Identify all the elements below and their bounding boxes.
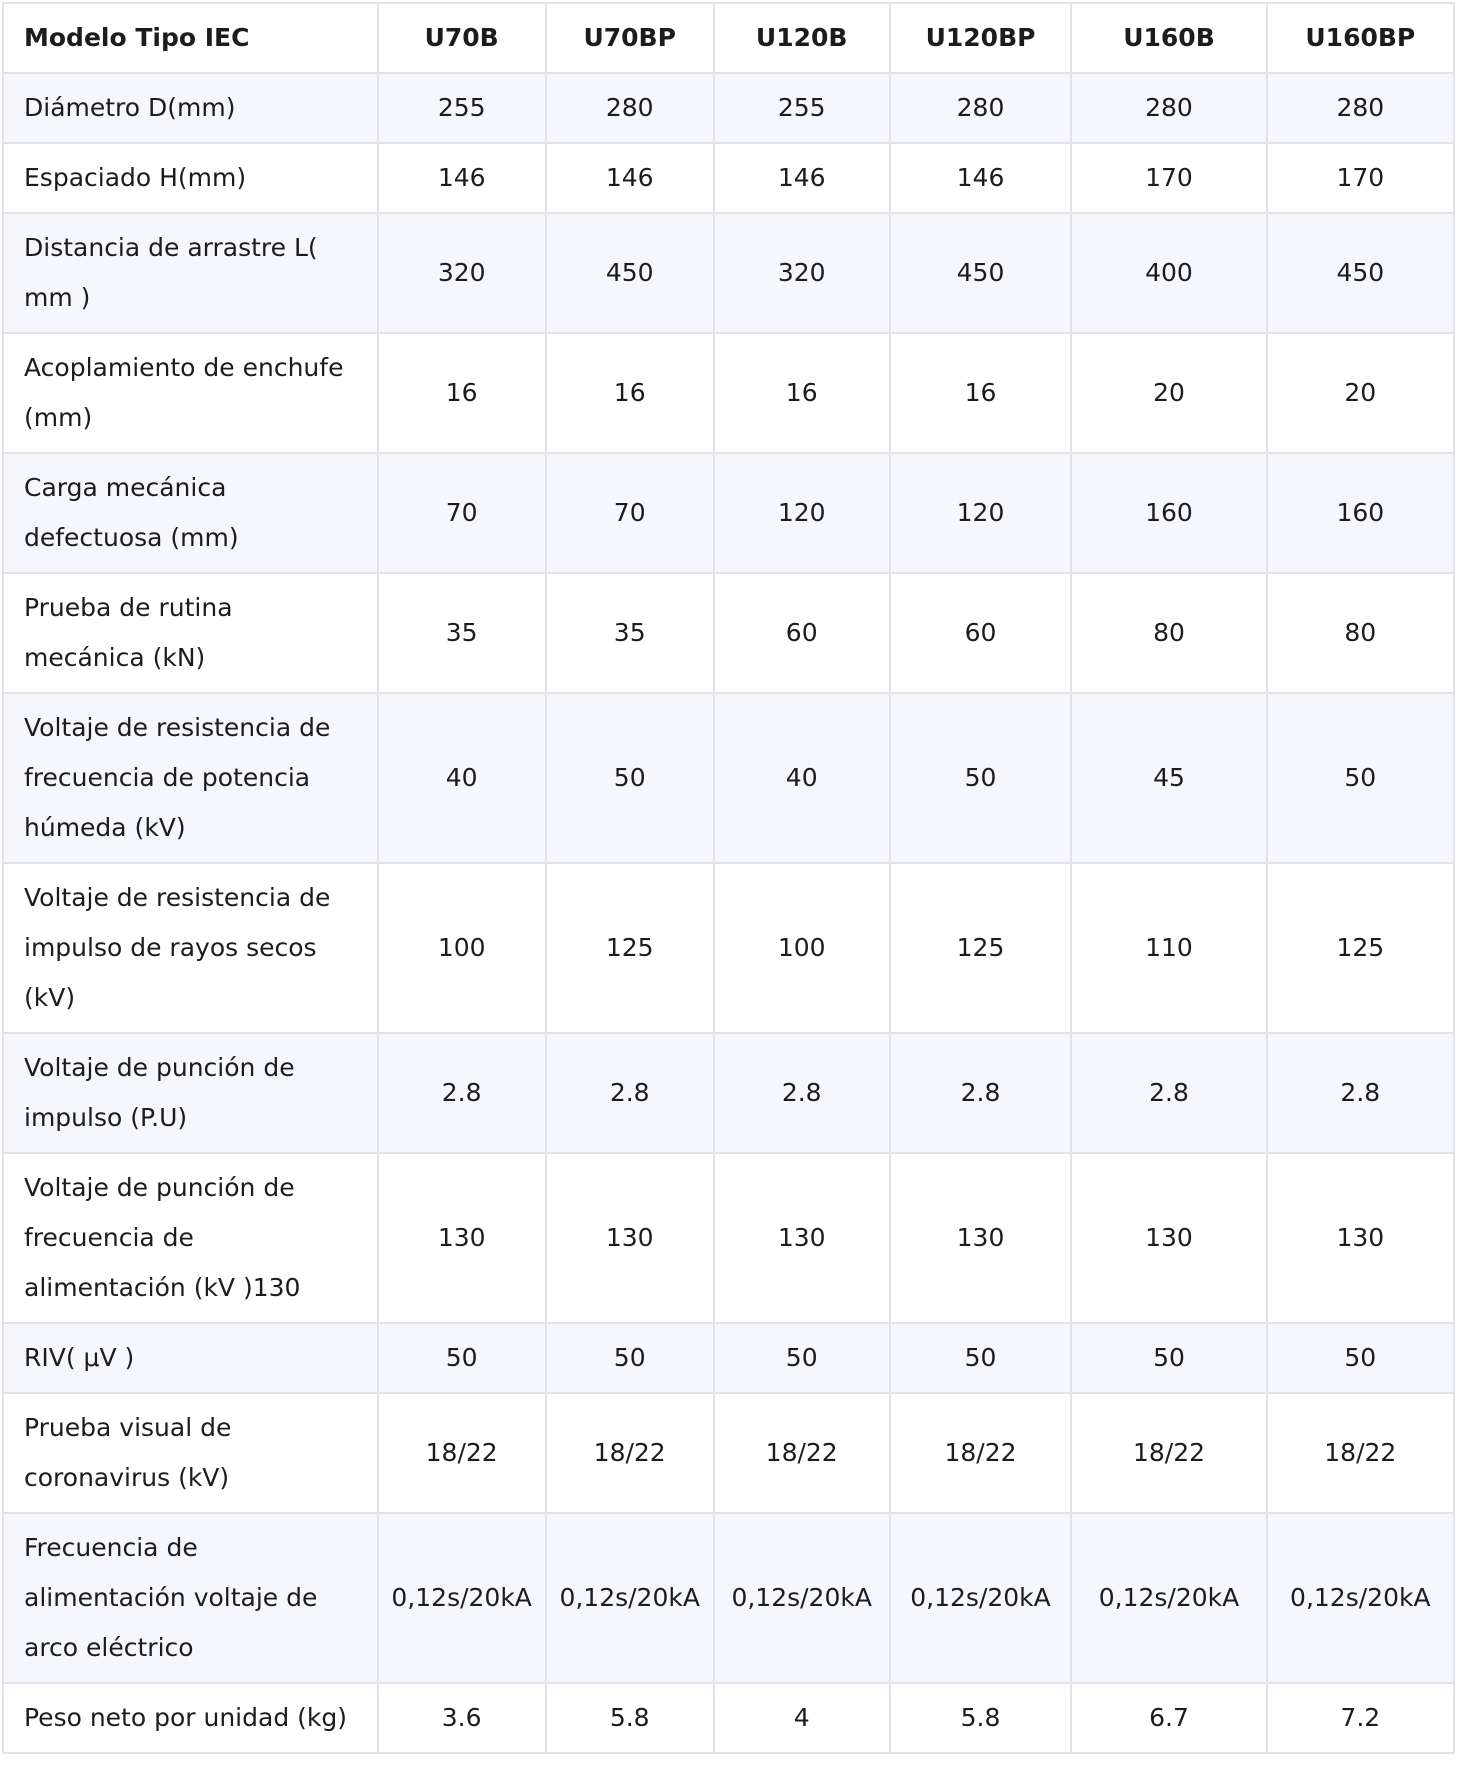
header-u160bp: U160BP (1267, 3, 1454, 73)
table-cell: 50 (714, 1323, 890, 1393)
row-label: Voltaje de resistencia de impulso de rayos secos (kV) (3, 863, 378, 1033)
row-label: Distancia de arrastre L( mm ) (3, 213, 378, 333)
table-cell: 400 (1071, 213, 1266, 333)
table-cell: 2.8 (378, 1033, 546, 1153)
header-u70bp: U70BP (546, 3, 714, 73)
table-row (3, 1323, 1454, 1393)
table-cell: 320 (714, 213, 890, 333)
table-cell: 50 (546, 693, 714, 863)
row-label: Prueba visual de coronavirus (kV) (3, 1393, 378, 1513)
header-u70b: U70B (378, 3, 546, 73)
table-cell: 3.6 (378, 1683, 546, 1753)
table-cell: 130 (714, 1153, 890, 1323)
table-cell: 18/22 (546, 1393, 714, 1513)
table-cell: 70 (378, 453, 546, 573)
row-label: Voltaje de punción de impulso (P.U) (3, 1033, 378, 1153)
row-label: Peso neto por unidad (kg) (3, 1683, 378, 1753)
table-cell: 146 (378, 143, 546, 213)
table-cell: 2.8 (1071, 1033, 1266, 1153)
table-row (3, 453, 1454, 573)
table-cell: 18/22 (890, 1393, 1072, 1513)
table-cell: 18/22 (378, 1393, 546, 1513)
table-cell: 0,12s/20kA (890, 1513, 1072, 1683)
table-cell: 255 (714, 73, 890, 143)
table-cell: 280 (1071, 73, 1266, 143)
table-row (3, 73, 1454, 143)
table-cell: 70 (546, 453, 714, 573)
table-cell: 170 (1267, 143, 1454, 213)
table-cell: 120 (890, 453, 1072, 573)
table-cell: 170 (1071, 143, 1266, 213)
table-cell: 130 (890, 1153, 1072, 1323)
table-cell: 130 (1071, 1153, 1266, 1323)
table-cell: 7.2 (1267, 1683, 1454, 1753)
table-cell: 45 (1071, 693, 1266, 863)
table-cell: 20 (1267, 333, 1454, 453)
header-model-type: Modelo Tipo IEC (3, 3, 378, 73)
table-cell: 50 (546, 1323, 714, 1393)
table-cell: 125 (546, 863, 714, 1033)
table-cell: 2.8 (1267, 1033, 1454, 1153)
table-cell: 450 (1267, 213, 1454, 333)
table-cell: 35 (546, 573, 714, 693)
table-cell: 35 (378, 573, 546, 693)
table-cell: 2.8 (546, 1033, 714, 1153)
table-cell: 100 (714, 863, 890, 1033)
table-cell: 146 (890, 143, 1072, 213)
table-cell: 130 (546, 1153, 714, 1323)
table-cell: 5.8 (890, 1683, 1072, 1753)
table-cell: 450 (546, 213, 714, 333)
table-cell: 125 (1267, 863, 1454, 1033)
table-cell: 6.7 (1071, 1683, 1266, 1753)
table-cell: 18/22 (1267, 1393, 1454, 1513)
table-row (3, 863, 1454, 1033)
table-cell: 16 (890, 333, 1072, 453)
row-label: Frecuencia de alimentación voltaje de arco eléctrico (3, 1513, 378, 1683)
table-row (3, 1683, 1454, 1753)
table-cell: 0,12s/20kA (714, 1513, 890, 1683)
header-u160b: U160B (1071, 3, 1266, 73)
table-cell: 50 (1071, 1323, 1266, 1393)
table-row (3, 143, 1454, 213)
table-cell: 146 (714, 143, 890, 213)
table-cell: 125 (890, 863, 1072, 1033)
table-cell: 18/22 (1071, 1393, 1266, 1513)
table-cell: 450 (890, 213, 1072, 333)
table-row (3, 1513, 1454, 1683)
table-row (3, 693, 1454, 863)
table-row (3, 1033, 1454, 1153)
table-cell: 40 (714, 693, 890, 863)
table-cell: 160 (1071, 453, 1266, 573)
row-label: Voltaje de punción de frecuencia de alimentación (kV )130 (3, 1153, 378, 1323)
table-cell: 80 (1071, 573, 1266, 693)
table-cell: 4 (714, 1683, 890, 1753)
table-row (3, 333, 1454, 453)
table-cell: 60 (890, 573, 1072, 693)
table-row (3, 1393, 1454, 1513)
table-cell: 18/22 (714, 1393, 890, 1513)
table-cell: 60 (714, 573, 890, 693)
row-label: Prueba de rutina mecánica (kN) (3, 573, 378, 693)
table-cell: 0,12s/20kA (546, 1513, 714, 1683)
table-row (3, 213, 1454, 333)
table-cell: 160 (1267, 453, 1454, 573)
table-cell: 146 (546, 143, 714, 213)
table-cell: 130 (378, 1153, 546, 1323)
table-row (3, 573, 1454, 693)
header-u120bp: U120BP (890, 3, 1072, 73)
table-cell: 320 (378, 213, 546, 333)
table-cell: 0,12s/20kA (1267, 1513, 1454, 1683)
table-cell: 20 (1071, 333, 1266, 453)
spec-table (2, 2, 1455, 1754)
row-label: Diámetro D(mm) (3, 73, 378, 143)
table-cell: 280 (546, 73, 714, 143)
table-cell: 2.8 (714, 1033, 890, 1153)
row-label: Voltaje de resistencia de frecuencia de potencia húmeda (kV) (3, 693, 378, 863)
table-cell: 16 (714, 333, 890, 453)
row-label: RIV( μV ) (3, 1323, 378, 1393)
table-cell: 16 (378, 333, 546, 453)
table-cell: 255 (378, 73, 546, 143)
table-cell: 130 (1267, 1153, 1454, 1323)
table-cell: 2.8 (890, 1033, 1072, 1153)
header-row (3, 3, 1454, 73)
table-cell: 50 (890, 1323, 1072, 1393)
table-cell: 16 (546, 333, 714, 453)
table-cell: 110 (1071, 863, 1266, 1033)
table-cell: 120 (714, 453, 890, 573)
table-cell: 100 (378, 863, 546, 1033)
table-cell: 80 (1267, 573, 1454, 693)
table-cell: 50 (1267, 1323, 1454, 1393)
row-label: Carga mecánica defectuosa (mm) (3, 453, 378, 573)
table-cell: 0,12s/20kA (378, 1513, 546, 1683)
table-cell: 50 (1267, 693, 1454, 863)
row-label: Espaciado H(mm) (3, 143, 378, 213)
table-cell: 5.8 (546, 1683, 714, 1753)
table-cell: 280 (890, 73, 1072, 143)
row-label: Acoplamiento de enchufe (mm) (3, 333, 378, 453)
table-cell: 50 (890, 693, 1072, 863)
table-cell: 280 (1267, 73, 1454, 143)
header-u120b: U120B (714, 3, 890, 73)
table-cell: 40 (378, 693, 546, 863)
table-cell: 0,12s/20kA (1071, 1513, 1266, 1683)
table-cell: 50 (378, 1323, 546, 1393)
table-row (3, 1153, 1454, 1323)
